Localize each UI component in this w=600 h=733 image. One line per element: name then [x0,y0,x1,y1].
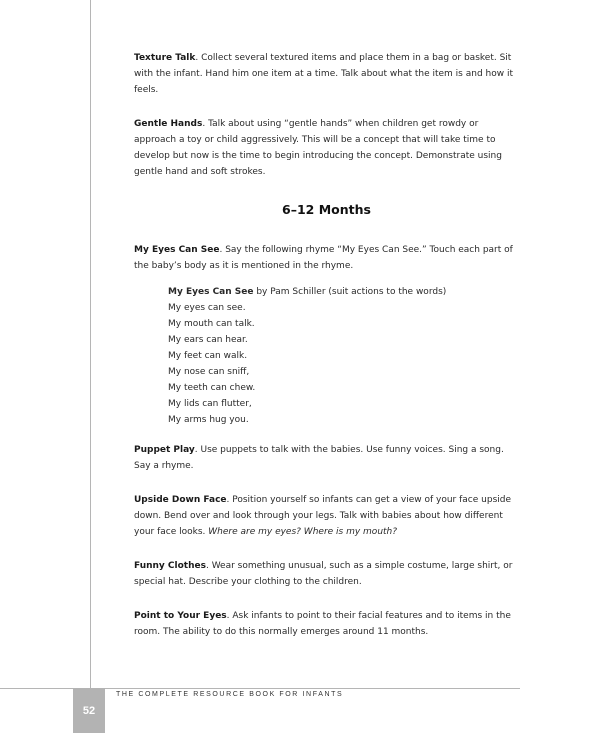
margin-rule [90,0,91,688]
page-number: 52 [73,688,105,733]
paragraph-gentle-hands [134,116,519,180]
activity-text: . Ask infants to point to their facial features and to items in the room. The ability to do this normally emerges around 11 months. [134,611,511,637]
rhyme-line: My ears can hear. [168,335,248,345]
rhyme-byline: by Pam Schiller (suit actions to the words) [253,287,447,297]
rhyme-line: My teeth can chew. [168,383,256,393]
paragraph-point-to-eyes [134,608,519,640]
rhyme-line: My lids can flutter, [168,399,252,409]
activity-text: . Say the following rhyme “My Eyes Can See.” Touch each part of the baby’s body as it is mentioned in the rhyme. [134,245,513,271]
activity-title: Texture Talk [134,53,196,63]
activity-text: . Position yourself so infants can get a view of your face upside down. Bend over and look through your legs. Talk with babies about how different your face looks. [134,495,512,537]
activity-title: My Eyes Can See [134,245,220,255]
rhyme-title: My Eyes Can See [168,287,254,297]
activity-text: . Collect several textured items and place them in a bag or basket. Sit with the infant. Hand him one item at a time. Talk about what the item is and how it feels. [134,53,513,95]
activity-title: Upside Down Face [134,495,227,505]
rhyme-line: My feet can walk. [168,351,248,361]
activity-text: . Talk about using “gentle hands” when children get rowdy or approach a toy or child aggressively. This will be a concept that will take time to develop but now is the time to begin introducing the concept. Demonstrate using gentle hand and soft strokes. [134,119,502,177]
activity-text: . Wear something unusual, such as a simple costume, large shirt, or special hat. Describe your clothing to the children. [134,561,513,587]
activity-text: . Use puppets to talk with the babies. Use funny voices. Sing a song. Say a rhyme. [134,445,504,471]
running-footer-title: THE COMPLETE RESOURCE BOOK FOR INFANTS [116,691,344,698]
activity-title: Point to Your Eyes [134,611,227,621]
rhyme-title-line [168,284,519,300]
rhyme-line: My arms hug you. [168,415,249,425]
rhyme-line: My mouth can talk. [168,319,255,329]
section-heading: 6–12 Months [282,202,371,217]
rhyme [168,284,519,428]
activity-title: Puppet Play [134,445,195,455]
activity-title: Funny Clothes [134,561,206,571]
page-content [134,50,519,658]
paragraph-texture-talk [134,50,519,98]
paragraph-puppet-play [134,442,519,474]
paragraph-my-eyes [134,242,519,274]
activity-title: Gentle Hands [134,119,203,129]
paragraph-funny-clothes [134,558,519,590]
rhyme-line: My nose can sniff, [168,367,250,377]
paragraph-upside-down-face [134,492,519,540]
rhyme-line: My eyes can see. [168,303,246,313]
activity-italic-text: Where are my eyes? Where is my mouth? [208,527,398,537]
